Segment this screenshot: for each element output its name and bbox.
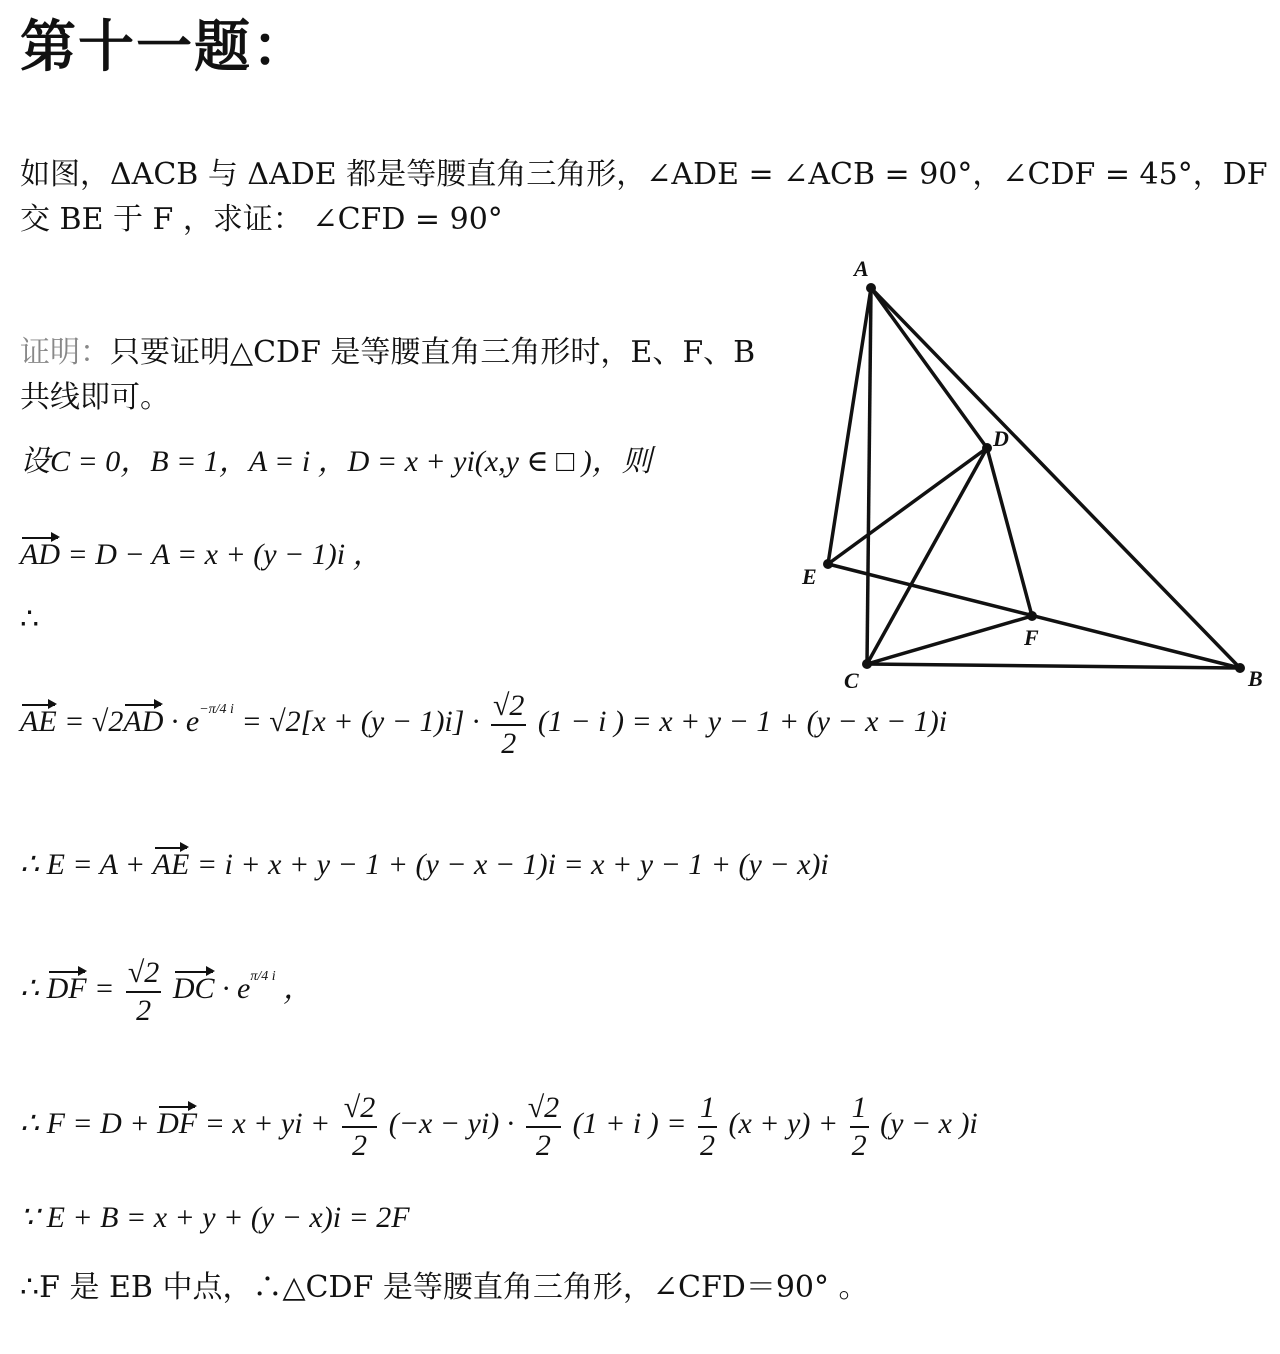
fraction-numerator: √2 (491, 688, 526, 726)
vector-df-2: DF (157, 1104, 197, 1144)
eq-f-part1: = x + yi + (204, 1107, 331, 1140)
proof-intro-text: 只要证明△CDF 是等腰直角三角形时，E、F、B (110, 335, 756, 370)
eq-df-eq: = (94, 972, 115, 1005)
eq-ae-part1: = √2 (64, 705, 124, 738)
segment-ed (828, 448, 987, 564)
eq-df-exponent: π/4 i (250, 969, 276, 984)
label-b: B (1248, 666, 1263, 691)
problem-line-1: 如图，ΔACB 与 ΔADE 都是等腰直角三角形，∠ADE = ∠ACB = 90°，∠CDF = 45°，DF (20, 157, 1268, 192)
eq-f-part4: (x + y) + (728, 1107, 839, 1140)
label-a: A (854, 256, 869, 281)
proof-setup: 设C = 0，B = 1，A = i ，D = x + yi(x,y ∈ □ )，则 (20, 445, 652, 478)
fraction-numerator: 1 (698, 1090, 717, 1128)
vector-ad: AD (20, 535, 60, 575)
vector-ae-3: AE (153, 845, 190, 885)
fraction-denominator: 2 (352, 1129, 368, 1162)
point-b (1235, 663, 1245, 673)
figure-points (823, 283, 1245, 673)
eq-ad-rhs: = D − A = x + (y − 1)i ， (67, 538, 383, 571)
eq-e-pre: ∴ E = A + (20, 848, 146, 881)
fraction-numerator: √2 (126, 955, 161, 993)
conclusion: ∴F 是 EB 中点，∴△CDF 是等腰直角三角形，∠CFD＝90° 。 (20, 1270, 869, 1305)
label-f: F (1024, 625, 1039, 650)
eq-ad (20, 535, 383, 575)
eq-ae-exp-base: · e (170, 705, 200, 738)
vector-ad-2: AD (123, 702, 163, 742)
fraction-sqrt2-over-2-b (126, 955, 161, 1029)
vector-ae: AE (20, 702, 57, 742)
fraction-numerator: 1 (850, 1090, 869, 1128)
eq-e (20, 845, 829, 885)
segment-dc (867, 448, 987, 664)
segment-ad (871, 288, 987, 448)
vector-df: DF (47, 969, 87, 1009)
proof-intro-2: 共线即可。 (20, 380, 170, 415)
eq-df-pre: ∴ (20, 972, 40, 1005)
point-f (1027, 611, 1037, 621)
eq-df (20, 955, 313, 1029)
label-c: C (844, 668, 859, 693)
fraction-numerator: √2 (342, 1090, 377, 1128)
segment-cf (867, 616, 1032, 664)
fraction-numerator: √2 (526, 1090, 561, 1128)
segment-df (987, 448, 1032, 616)
eq-eb: ∵ E + B = x + y + (y − x)i = 2F (20, 1201, 410, 1234)
segment-ae (828, 288, 871, 564)
proof-intro-1 (20, 333, 755, 373)
proof-label: 证明： (20, 335, 110, 370)
segment-ac (867, 288, 871, 664)
problem-line-2: 交 BE 于 F ，求证： ∠CFD = 90° (20, 202, 503, 237)
eq-f (20, 1090, 978, 1164)
therefore-symbol: ∴ (20, 602, 40, 637)
fraction-denominator: 2 (851, 1129, 867, 1162)
vector-dc: DC (173, 969, 215, 1009)
eq-f-pre: ∴ F = D + (20, 1107, 150, 1140)
fraction-sqrt2-over-2-c (342, 1090, 377, 1164)
fraction-sqrt2-over-2 (491, 688, 526, 762)
point-a (866, 283, 876, 293)
label-e: E (802, 564, 817, 589)
fraction-sqrt2-over-2-d (526, 1090, 561, 1164)
fraction-one-half (698, 1090, 717, 1164)
eq-ae-part2: = √2[x + (y − 1)i] · (241, 705, 480, 738)
eq-f-part3: (1 + i ) = (572, 1107, 687, 1140)
page-title: 第十一题： (20, 15, 310, 80)
point-c (862, 659, 872, 669)
point-d (982, 443, 992, 453)
fraction-denominator: 2 (699, 1129, 715, 1162)
fraction-denominator: 2 (501, 727, 517, 760)
eq-ae-rhs: (1 − i ) = x + y − 1 + (y − x − 1)i (537, 705, 948, 738)
eq-ae-exponent: −π/4 i (199, 702, 234, 717)
fraction-denominator: 2 (535, 1129, 551, 1162)
eq-f-part2: (−x − yi) · (388, 1107, 515, 1140)
label-d: D (993, 426, 1009, 451)
eq-e-rhs: = i + x + y − 1 + (y − x − 1)i = x + y − 1 + (y − x)i (196, 848, 829, 881)
eq-df-tail: ， (283, 972, 314, 1005)
eq-f-part5: (y − x )i (880, 1107, 978, 1140)
segment-ab (871, 288, 1240, 668)
geometry-figure (790, 250, 1280, 700)
point-e (823, 559, 833, 569)
eq-df-exp-base: · e (222, 972, 251, 1005)
figure-lines (828, 288, 1240, 668)
fraction-denominator: 2 (136, 994, 152, 1027)
segment-cb (867, 664, 1240, 668)
fraction-one-half-b (850, 1090, 869, 1164)
